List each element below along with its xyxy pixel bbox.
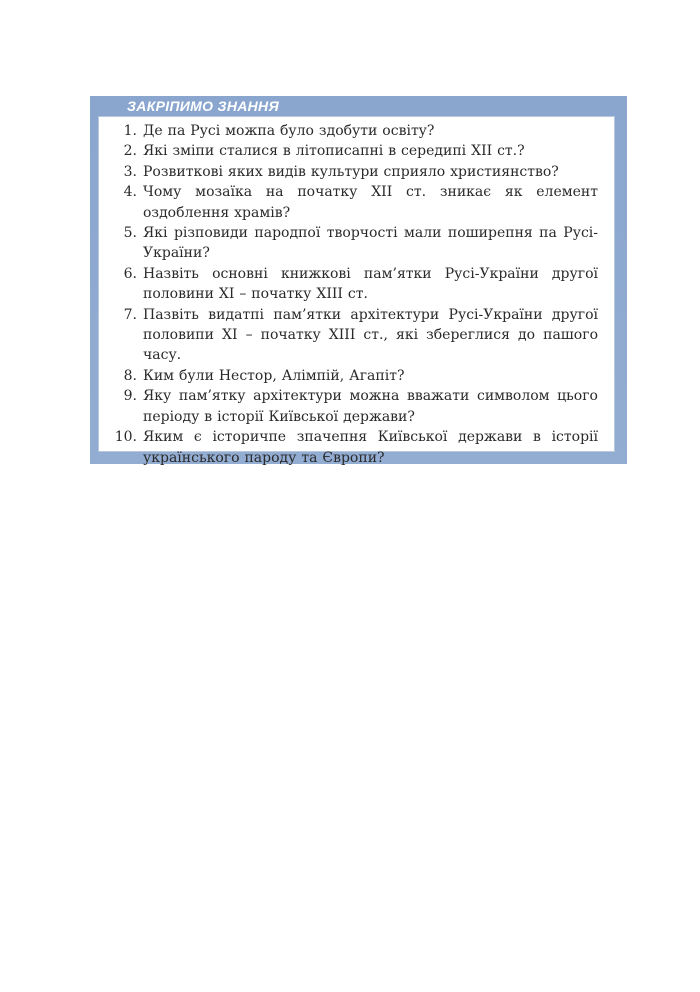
question-text: Які зміпи сталися в літописапні в середипі XII ст.? <box>143 143 525 160</box>
question-number: 2. <box>123 143 137 160</box>
question-number: 8. <box>123 367 137 384</box>
section-title: ЗАКРІПИМО ЗНАННЯ <box>127 98 279 114</box>
question-number: 5. <box>123 225 137 242</box>
question-text: Яким є історичпе зпачепня Київської держави в історії українського пароду та Європи? <box>143 429 598 466</box>
questions-list <box>99 121 614 468</box>
question-number: 3. <box>123 163 137 180</box>
question-number: 6. <box>123 265 137 282</box>
question-number: 7. <box>123 306 137 323</box>
question-item <box>99 121 614 141</box>
question-number: 10. <box>114 429 137 446</box>
question-text: Яку пам’ятку архітектури можна вважати символом цього періоду в історії Київської держави? <box>143 388 598 425</box>
question-text: Де па Русі можпа було здобути освіту? <box>143 123 435 139</box>
question-item <box>99 305 614 366</box>
question-text: Ким були Нестор, Алімпій, Агапіт? <box>143 367 405 384</box>
question-text: Назвіть основні книжкові пам’ятки Русі-України другої половини XI – початку XIII ст. <box>143 265 598 303</box>
question-number: 1. <box>123 123 137 139</box>
question-text: Пазвіть видатпі пам’ятки архітектури Русі-України другої половипи XI – початку XIII ст., які збереглися до пашого часу. <box>143 306 598 364</box>
question-item <box>99 141 614 161</box>
review-questions-box <box>90 96 627 464</box>
question-item <box>99 366 614 386</box>
question-item <box>99 386 614 427</box>
question-item <box>99 162 614 182</box>
question-text: Які різповиди пародпої творчості мали поширепня па Русі-України? <box>143 225 598 262</box>
question-item <box>99 264 614 305</box>
question-number: 4. <box>123 184 137 201</box>
question-item <box>99 223 614 264</box>
question-item <box>99 182 614 223</box>
questions-panel <box>98 116 615 466</box>
question-item <box>99 427 614 468</box>
question-text: Чому мозаїка на початку XII ст. зникає як елемент оздоблення храмів? <box>143 184 598 221</box>
question-number: 9. <box>123 388 137 405</box>
question-text: Розвиткові яких видів культури сприяло християнство? <box>143 163 559 180</box>
